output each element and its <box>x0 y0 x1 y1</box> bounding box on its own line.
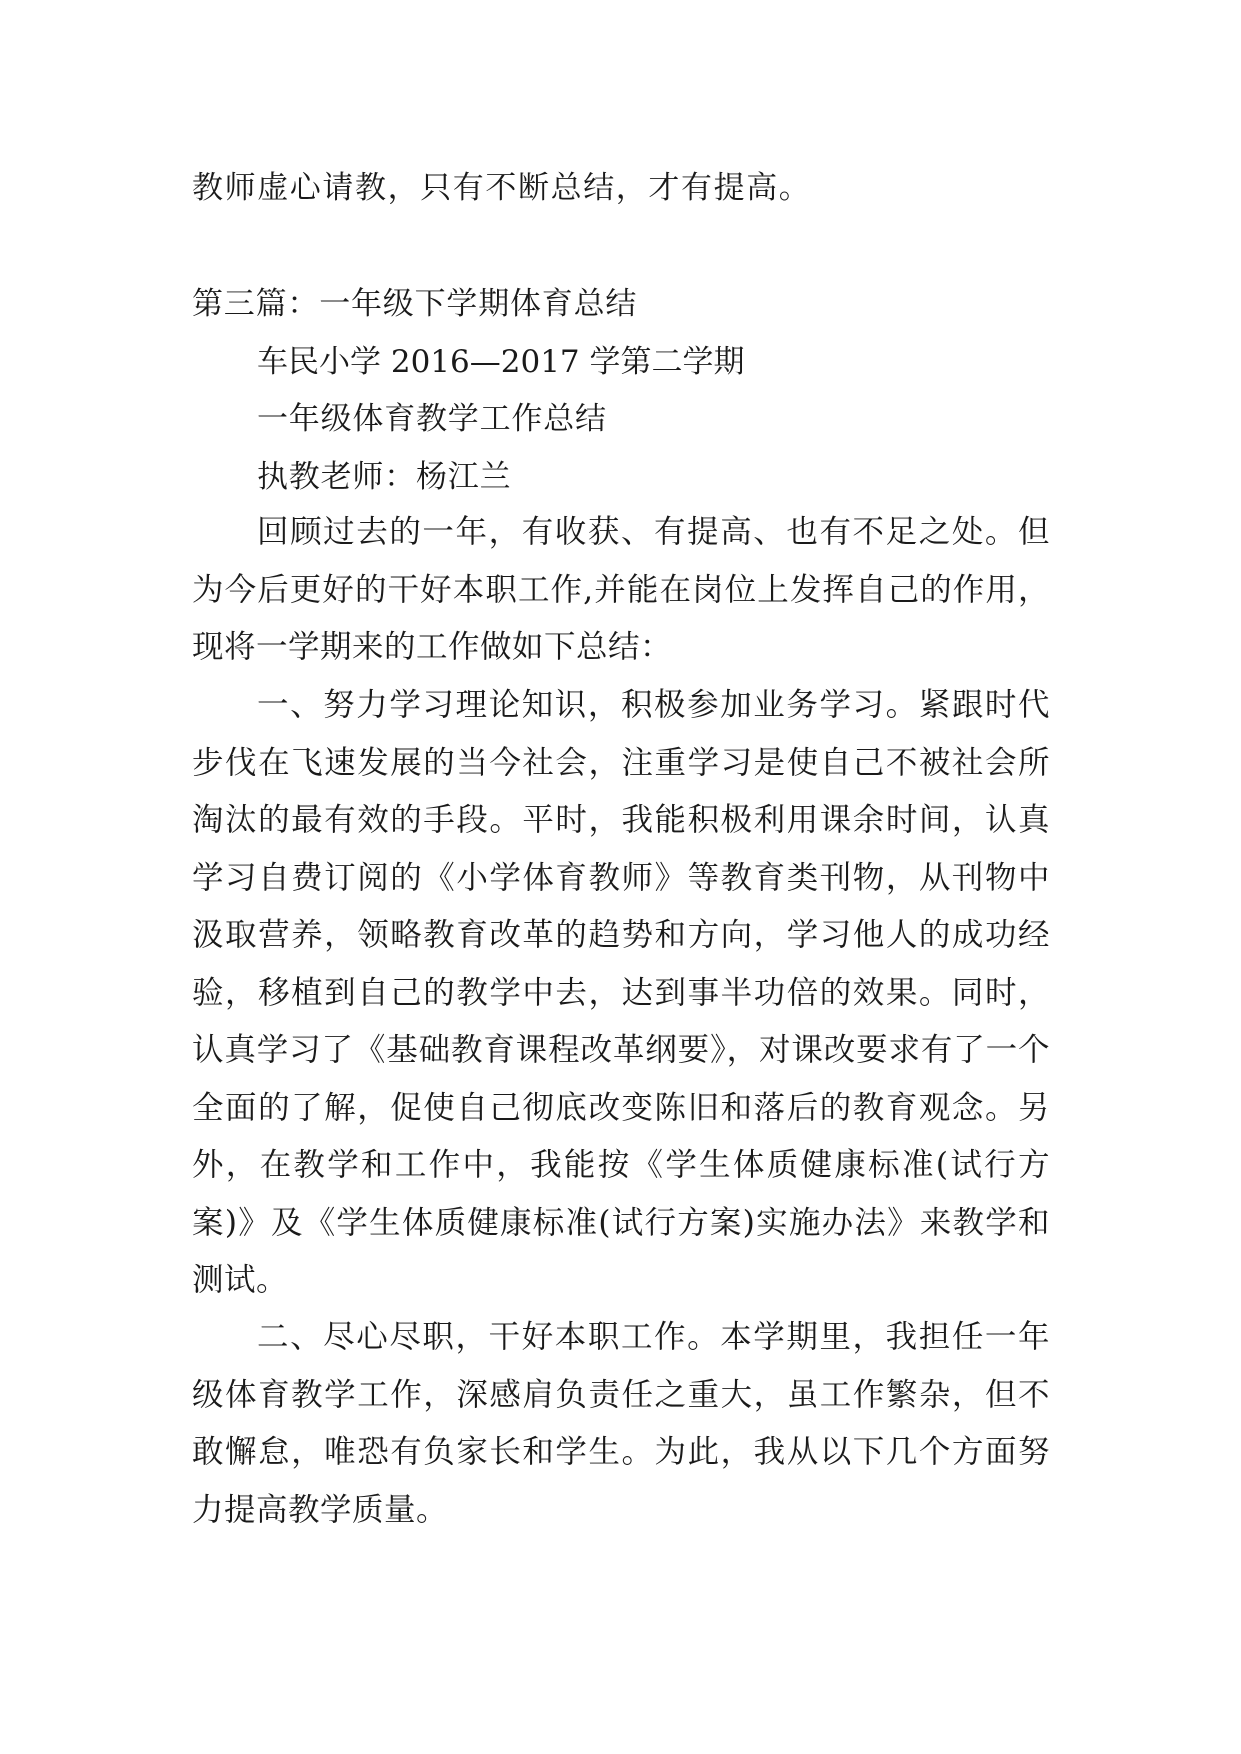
opening-line: 教师虚心请教，只有不断总结，才有提高。 <box>192 170 812 206</box>
paragraph-duty: 二、尽心尽职，干好本职工作。本学期里，我担任一年级体育教学工作，深感肩负责任之重大，虽工作繁杂，但不敢懈怠，唯恐有负家长和学生。为此，我从以下几个方面努力提高教学质量。 <box>192 1319 1050 1528</box>
paragraph-intro: 回顾过去的一年，有收获、有提高、也有不足之处。但为今后更好的干好本职工作,并能在岗位上发挥自己的作用，现将一学期来的工作做如下总结： <box>192 514 1050 665</box>
teacher-name: 执教老师：杨江兰 <box>257 459 512 495</box>
section-heading: 第三篇：一年级下学期体育总结 <box>192 286 638 322</box>
school-term: 车民小学 2016—2017 学第二学期 <box>257 344 745 380</box>
paragraph-study: 一、努力学习理论知识，积极参加业务学习。紧跟时代步伐在飞速发展的当今社会，注重学习是使自己不被社会所淘汰的最有效的手段。平时，我能积极利用课余时间，认真学习自费订阅的《小学体育教师》等教育类刊物，从刊物中汲取营养，领略教育改革的趋势和方向，学习他人的成功经验，移植到自己的教学中去，达到事半功倍的效果。同时，认真学习了《基础教育课程改革纲要》，对课改要求有了一个全面的了解，促使自己彻底改变陈旧和落后的教育观念。另外，在教学和工作中，我能按《学生体质健康标准(试行方案)》及《学生体质健康标准(试行方案)实施办法》来教学和测试。 <box>192 687 1050 1298</box>
report-title: 一年级体育教学工作总结 <box>257 401 607 437</box>
